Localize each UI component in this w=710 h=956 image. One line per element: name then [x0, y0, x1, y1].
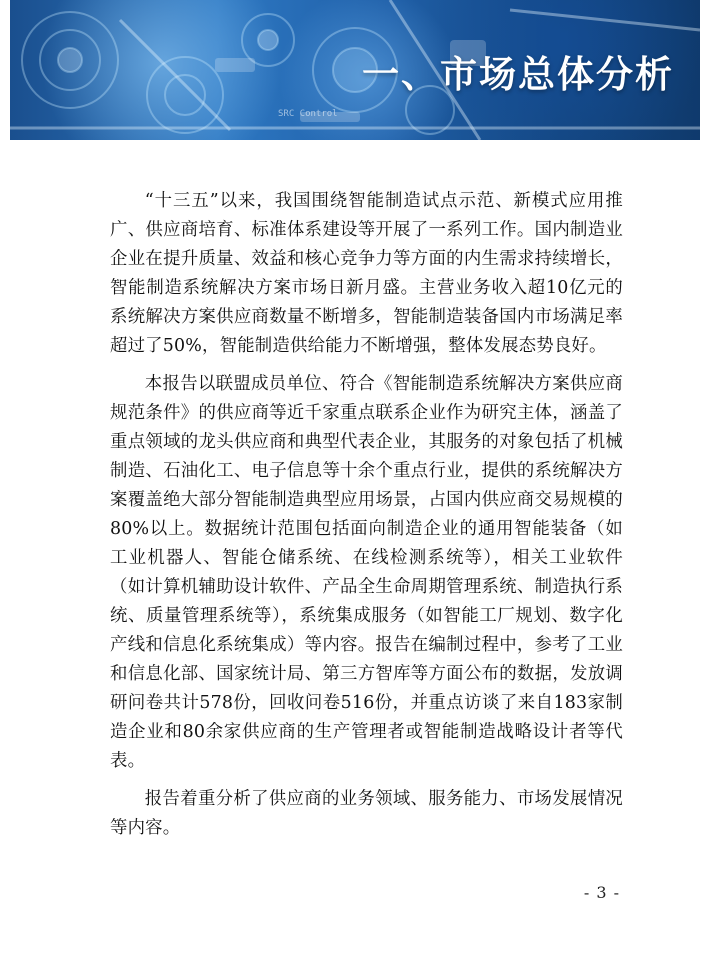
- paragraph-intro: “十三五”以来，我国围绕智能制造试点示范、新模式应用推广、供应商培育、标准体系建设等开展了一系列工作。国内制造业企业在提升质量、效益和核心竞争力等方面的内生需求持续增长，智能制造系统解决方案市场日新月盛。主营业务收入超10亿元的系统解决方案供应商数量不断增多，智能制造装备国内市场满足率超过了50%，智能制造供给能力不断增强，整体发展态势良好。: [110, 191, 623, 356]
- banner-image-label: SRC Control: [278, 109, 338, 119]
- section-title: 一、市场总体分析: [362, 52, 674, 96]
- body-text: [110, 187, 623, 852]
- paragraph-scope: 本报告以联盟成员单位、符合《智能制造系统解决方案供应商规范条件》的供应商等近千家重点联系企业作为研究主体，涵盖了重点领域的龙头供应商和典型代表企业，其服务的对象包括了机械制造、石油化工、电子信息等十余个重点行业，提供的系统解决方案覆盖绝大部分智能制造典型应用场景，占国内供应商交易规模的80%以上。数据统计范围包括面向制造企业的通用智能装备（如工业机器人、智能仓储系统、在线检测系统等），相关工业软件（如计算机辅助设计软件、产品全生命周期管理系统、制造执行系统、质量管理系统等），系统集成服务（如智能工厂规划、数字化产线和信息化系统集成）等内容。报告在编制过程中，参考了工业和信息化部、国家统计局、第三方智库等方面公布的数据，发放调研问卷共计578份，回收问卷516份，并重点访谈了来自183家制造企业和80余家供应商的生产管理者或智能制造战略设计者等代表。: [110, 374, 623, 771]
- header-banner: [10, 0, 700, 140]
- paragraph-focus: 报告着重分析了供应商的业务领域、服务能力、市场发展情况等内容。: [110, 789, 623, 838]
- page-number: - 3 -: [583, 883, 620, 902]
